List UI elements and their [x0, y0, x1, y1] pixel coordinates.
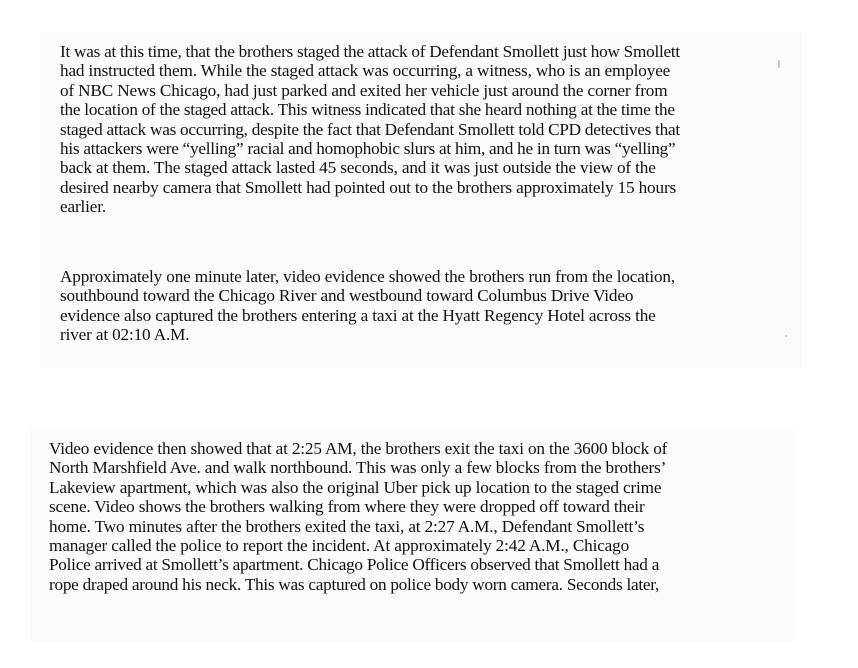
- paragraph-line: staged attack was occurring, despite the fact that Defendant Smollett told CPD detectives that: [60, 119, 680, 139]
- paragraph-line: desired nearby camera that Smollett had pointed out to the brothers approximately 15 hours: [60, 177, 677, 197]
- paragraph-line: had instructed them. While the staged attack was occurring, a witness, who is an employee: [60, 61, 671, 81]
- paragraph-line: It was at this time, that the brothers staged the attack of Defendant Smollett just how Smollett: [60, 42, 680, 61]
- paragraph-line: Police arrived at Smollett’s apartment. Chicago Police Officers observed that Smollett had a: [49, 555, 660, 575]
- paragraph-line: the location of the staged attack. This witness indicated that she heard nothing at the time the: [60, 100, 675, 120]
- paragraph-line: back at them. The staged attack lasted 45 seconds, and it was just outside the view of the: [60, 158, 656, 178]
- scan-speck: [778, 60, 780, 68]
- paragraph-line: of NBC News Chicago, had just parked and exited her vehicle just around the corner from: [60, 80, 668, 100]
- paragraph-line: southbound toward the Chicago River and westbound toward Columbus Drive Video: [60, 286, 634, 306]
- paragraph-line: rope draped around his neck. This was captured on police body worn camera. Seconds later,: [49, 574, 660, 594]
- paragraph-line: home. Two minutes after the brothers exited the taxi, at 2:27 A.M., Defendant Smollett’s: [49, 516, 645, 536]
- paragraph-3: [49, 439, 667, 594]
- paragraph-1: [60, 42, 680, 217]
- paragraph-line: evidence also captured the brothers entering a taxi at the Hyatt Regency Hotel across the: [60, 305, 656, 325]
- scan-speck: [785, 335, 787, 337]
- paragraph-line: river at 02:10 A.M.: [60, 325, 190, 345]
- paragraph-line: earlier.: [60, 197, 107, 217]
- paragraph-line: his attackers were “yelling” racial and homophobic slurs at him, and he in turn was “yelling”: [60, 138, 676, 158]
- paragraph-line: Video evidence then showed that at 2:25 AM, the brothers exit the taxi on the 3600 block of: [49, 439, 668, 458]
- paragraph-line: Lakeview apartment, which was also the original Uber pick up location to the staged crime: [49, 477, 662, 497]
- paragraph-line: Approximately one minute later, video evidence showed the brothers run from the location,: [60, 267, 676, 286]
- paragraph-line: scene. Video shows the brothers walking from where they were dropped off toward their: [49, 497, 645, 517]
- paragraph-line: manager called the police to report the incident. At approximately 2:42 A.M., Chicago: [49, 535, 630, 555]
- paragraph-2: [60, 267, 675, 345]
- paragraph-line: North Marshfield Ave. and walk northbound. This was only a few blocks from the brothers’: [49, 458, 667, 478]
